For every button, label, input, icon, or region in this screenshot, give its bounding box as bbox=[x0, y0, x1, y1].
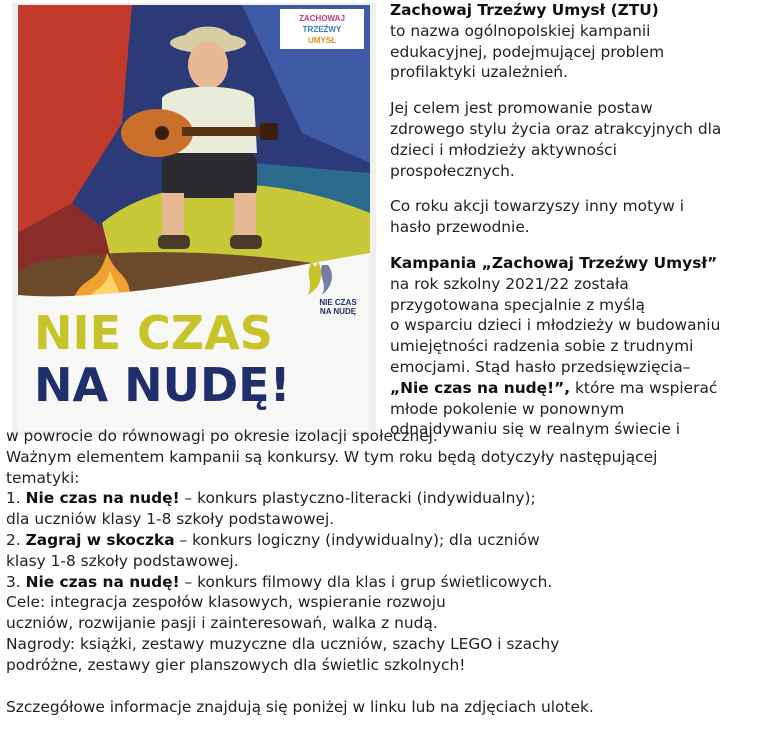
text-line: Jej celem jest promowanie postaw bbox=[390, 99, 653, 118]
text-line: w powrocie do równowagi po okresie izolacji społecznej. bbox=[6, 427, 438, 445]
text-fragment: – konkurs logiczny (indywidualny); dla uczniów bbox=[174, 530, 540, 549]
item-number: 3. bbox=[6, 572, 26, 591]
text-line: Nagrody: książki, zestawy muzyczne dla uczniów, szachy LEGO i szachy bbox=[6, 634, 560, 653]
intro-paragraph-1 bbox=[390, 0, 758, 83]
text-line: hasło przewodnie. bbox=[390, 218, 530, 237]
contest-name: Nie czas na nudę! bbox=[25, 572, 180, 591]
contest-item-1 bbox=[6, 488, 756, 509]
campaign-poster bbox=[12, 3, 376, 436]
text-line: Co roku akcji towarzyszy inny motyw i bbox=[390, 197, 684, 216]
text-line: klasy 1-8 szkoły podstawowej. bbox=[6, 551, 239, 570]
text-line: odnajdywaniu się w realnym świecie i bbox=[390, 420, 680, 439]
text-line: tematyki: bbox=[6, 468, 80, 487]
text-line: o wsparciu dzieci i młodzieży w budowaniu bbox=[390, 316, 721, 335]
item-number: 2. bbox=[6, 530, 26, 549]
text-line: umiejętności radzenia sobie z trudnymi bbox=[390, 337, 694, 356]
text-line: Cele: integracja zespołów klasowych, wspieranie rozwoju bbox=[6, 593, 446, 612]
text-line: młode pokolenie w ponownym bbox=[390, 399, 625, 418]
text-line: Ważnym elementem kampanii są konkursy. W tym roku będą dotyczyły następującej bbox=[6, 447, 658, 466]
text-line: dzieci i młodzieży aktywności bbox=[390, 140, 617, 159]
text-line: emocjami. Stąd hasło przedsięwzięcia– bbox=[390, 357, 691, 376]
intro-column bbox=[390, 0, 758, 440]
text-line: zdrowego stylu życia oraz atrakcyjnych dla bbox=[390, 119, 722, 138]
intro-paragraph-2 bbox=[390, 98, 758, 181]
poster-headline-bottom: NA NUDĘ! bbox=[34, 358, 291, 412]
poster-logo-line: UMYSŁ bbox=[308, 36, 336, 45]
text-line: podróżne, zestawy gier planszowych dla świetlic szkolnych! bbox=[6, 655, 466, 674]
campaign-slogan: „Nie czas na nudę!”, bbox=[390, 378, 571, 397]
text-line: to nazwa ogólnopolskiej kampanii bbox=[390, 21, 651, 40]
text-fragment: które ma wspierać bbox=[570, 378, 718, 397]
text-line: prospołecznych. bbox=[390, 161, 515, 180]
item-number: 1. bbox=[6, 489, 26, 508]
poster-logo-line: ZACHOWAJ bbox=[299, 14, 345, 23]
text-line: uczniów, rozwijanie pasji i zainteresowań, walka z nudą. bbox=[6, 614, 438, 633]
text-line: profilaktyki uzależnień. bbox=[390, 63, 568, 82]
text-line: edukacyjnej, podejmującej problem bbox=[390, 42, 665, 61]
contest-item-3 bbox=[6, 572, 756, 593]
contest-item-2 bbox=[6, 530, 756, 551]
text-line: przygotowana specjalnie z myślą bbox=[390, 295, 645, 314]
intro-paragraph-4 bbox=[390, 253, 758, 440]
poster-headline-top: NIE CZAS bbox=[34, 306, 273, 360]
poster-badge-line: NIE CZAS bbox=[319, 298, 357, 307]
text-line: na rok szkolny 2021/22 została bbox=[390, 274, 629, 293]
contest-name: Zagraj w skoczka bbox=[25, 530, 175, 549]
text-line: dla uczniów klasy 1-8 szkoły podstawowej. bbox=[6, 510, 335, 529]
contest-name: Nie czas na nudę! bbox=[25, 489, 180, 508]
text-fragment: – konkurs plastyczno-literacki (indywidualny); bbox=[179, 489, 536, 508]
text-fragment: – konkurs filmowy dla klas i grup świetlicowych. bbox=[179, 572, 553, 591]
main-text bbox=[6, 426, 756, 717]
intro-paragraph-3 bbox=[390, 196, 758, 238]
details-note: Szczegółowe informacje znajdują się poniżej w linku lub na zdjęciach ulotek. bbox=[6, 697, 594, 716]
spacer bbox=[6, 676, 756, 697]
campaign-title: Kampania „Zachowaj Trzeźwy Umysł” bbox=[390, 253, 718, 272]
poster-badge-line: NA NUDĘ bbox=[319, 307, 357, 316]
intro-title: Zachowaj Trzeźwy Umysł (ZTU) bbox=[390, 1, 659, 19]
poster-logo-line: TRZEŹWY bbox=[302, 25, 342, 34]
poster-illustration bbox=[12, 3, 376, 436]
